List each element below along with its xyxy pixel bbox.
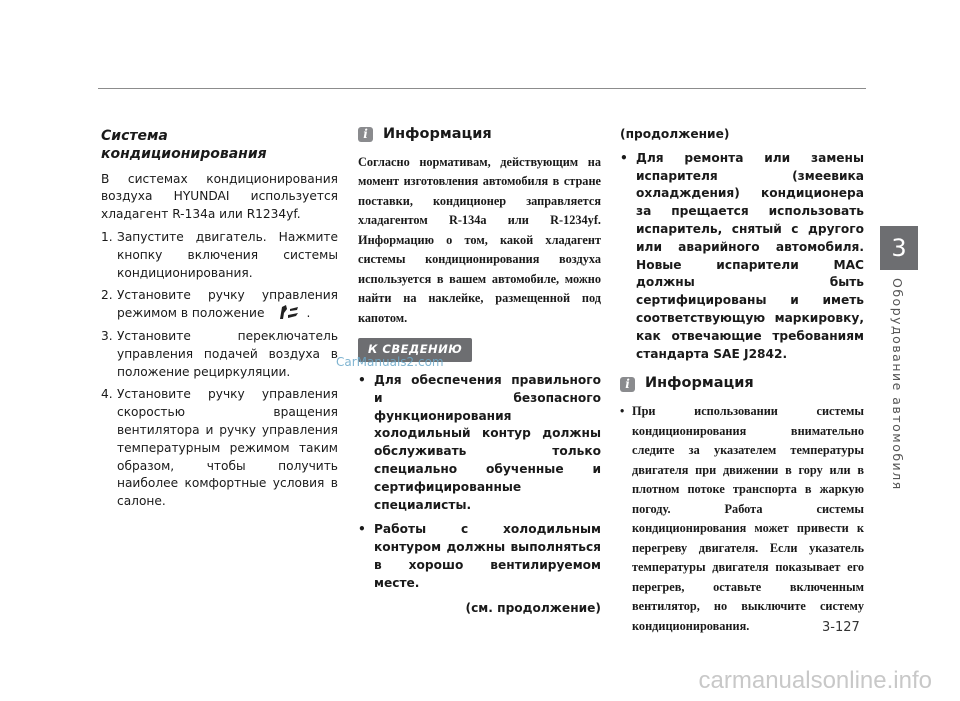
bullet-text: Работы с холодильным контуром должны выполняться в хорошо вентилируемом месте. [374,522,601,590]
info-bullet-text: При использовании системы кондиционирования внимательно следите за указателем температуры двигателя при движении в гору или в плотном потоке транспорта в жаркую погоду. Работа системы кондиционирования может привести к перегреву двигателя. Если указатель температуры двигателя показывает его перегрев, оставьте включенным вентилятор, но выключите систему кондиционирования. [632,404,864,633]
chapter-side-label-text: Оборудование автомобиля [890,278,905,491]
footer-brand: carmanualsonline.info [698,667,932,694]
bullet-text: Для обеспечения правильного и безопасного функционирования холодильный контур должны обслуживать только специально обученные и сертифицированные специалисты. [374,373,601,512]
info-icon: i [358,127,373,142]
bullet-text: Для ремонта или замены испарителя (змеевика охладждения) кондиционера за прещается использовать испаритель, снятый с другого или аварийного автомобиля. Новые испарители MAC должны быть сертифицированы и иметь соответствующую маркировку, как отвечающие требованиям стандарта SAE J2842. [636,150,864,361]
info-heading [620,375,864,393]
step-text: Установите ручку управления режимом в положение [117,288,338,321]
step-4 [101,386,338,511]
info-bullet [620,402,864,636]
watermark: CarManuals2.com [336,355,444,369]
chapter-side-label [890,278,912,568]
step-text: Установите ручку управления скоростью вращения вентилятора и ручку управления температурным режимом таким образом, чтобы получить наиболее комфортные условия в салоне. [117,387,338,509]
step-number: 4. [101,387,113,402]
step-3 [101,328,338,381]
bullet-dot: • [620,150,628,165]
step-number: 1. [101,229,113,244]
step-1 [101,229,338,282]
info-heading [358,126,601,144]
section-title: Система кондиционирования [101,128,267,162]
step-number: 2. [101,288,113,303]
step-text-wrap [117,287,338,323]
chapter-tab: 3 [880,226,918,270]
step-text: Установите переключатель управления подачей воздуха в положение рециркуляции. [117,328,338,379]
bullet-dot: • [358,373,366,388]
section-intro: В системах кондиционирования воздуха HYUNDAI используется хладагент R-134a или R1234yf. [101,171,338,222]
info-icon: i [620,377,635,392]
step-tail: . [306,306,311,321]
step-number: 3. [101,328,113,343]
floor-mode-icon [278,305,300,319]
page-number: 3-127 [822,620,860,635]
column-1 [101,120,338,516]
caution-badge: К СВЕДЕНИЮ [358,338,472,362]
caution-bullet [358,372,601,514]
column-3 [620,120,864,636]
top-rule [98,88,866,89]
info-title: Информация [383,126,492,142]
continuation-label: (продолжение) [620,127,730,141]
continued-note: (см. продолжение) [465,600,601,615]
bullet-dot: • [358,522,366,537]
bullet-dot: • [620,404,625,419]
info-title: Информация [645,375,754,392]
info-text: Согласно нормативам, действующим на момент изготовления автомобиля в стране поставки, кондиционер заправляется хладагентом R-134a или R-1234yf. Информацию о том, какой хладагент системы кондиционирования воздуха используется в вашем автомобиле, можно найти на наклейке, размещенной под капотом. [358,154,601,325]
continuation-bullet [620,150,864,364]
step-text: Запустите двигатель. Нажмите кнопку включения системы кондиционирования. [117,229,338,280]
caution-bullet [358,521,601,592]
step-2 [101,287,338,323]
